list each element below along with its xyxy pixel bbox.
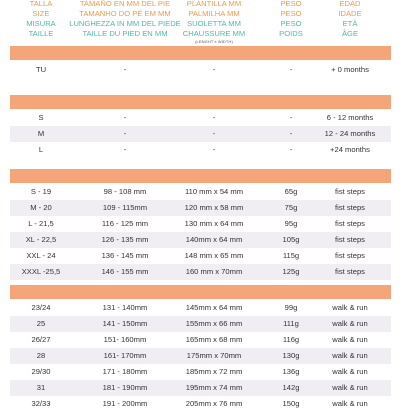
cell-insole-size: 120 mm x 58 mm	[184, 203, 244, 212]
cell-age: walk & run	[332, 319, 368, 328]
cell-age: walk & run	[332, 383, 368, 392]
cell-weight: 75g	[284, 203, 298, 212]
cell-size: M - 20	[30, 203, 52, 212]
header-label: TAILLE	[28, 29, 54, 38]
cell-insole-size: -	[212, 145, 216, 154]
cell-size: 28	[36, 351, 46, 360]
cell-age: fist steps	[335, 187, 365, 196]
cell-size: XXL - 24	[26, 251, 56, 260]
cell-foot-length: 109 - 115mm	[102, 203, 148, 212]
header-label: ETÀ	[342, 19, 358, 28]
cell-foot-length: -	[123, 65, 127, 74]
cell-weight: -	[289, 145, 293, 154]
cell-foot-length: 141 - 150mm	[102, 319, 148, 328]
header-label: IDADE	[338, 9, 362, 18]
cell-size: XXXL -25,5	[21, 267, 61, 276]
cell-foot-length: 136 - 145 mm	[101, 251, 149, 260]
cell-foot-length: 171 - 180mm	[102, 367, 148, 376]
table-row	[10, 184, 391, 200]
cell-insole-size: 175mm x 70mm	[186, 351, 242, 360]
cell-foot-length: 146 - 155 mm	[101, 267, 149, 276]
header-label: SIZE	[32, 9, 50, 18]
cell-insole-size: 140mm x 64 mm	[185, 235, 243, 244]
cell-foot-length: 131 - 140mm	[102, 303, 148, 312]
cell-size: 32/33	[31, 399, 51, 408]
cell-weight: 99g	[284, 303, 298, 312]
cell-weight: 95g	[284, 219, 298, 228]
header-label: LUNGHEZZA IN MM DEL PIEDE	[69, 19, 181, 28]
cell-foot-length: 126 - 135 mm	[101, 235, 149, 244]
cell-size: L - 21,5	[28, 219, 54, 228]
cell-insole-size: 110 mm x 54 mm	[184, 187, 244, 196]
header-label: PESO	[280, 9, 302, 18]
section-band	[10, 46, 391, 60]
header-label: TALLA	[29, 0, 53, 8]
cell-size: S - 19	[30, 187, 52, 196]
header-label: EDAD	[339, 0, 361, 8]
table-row	[10, 364, 391, 380]
table-row	[10, 380, 391, 396]
table-row	[10, 126, 391, 142]
cell-foot-length: 151- 160mm	[103, 335, 147, 344]
cell-insole-size: 160 mm x 70mm	[185, 267, 243, 276]
cell-age: fist steps	[335, 251, 365, 260]
cell-size: S	[38, 113, 44, 122]
header-label: PLANTILLA MM	[186, 0, 242, 8]
cell-insole-size: 185mm x 72 mm	[185, 367, 243, 376]
table-row	[10, 264, 391, 280]
cell-foot-length: -	[123, 129, 127, 138]
cell-weight: -	[289, 65, 293, 74]
table-header	[0, 0, 400, 44]
header-label: ÂGE	[341, 29, 359, 38]
cell-age: walk & run	[332, 351, 368, 360]
section-band	[10, 169, 391, 183]
cell-insole-size: 148 mm x 65 mm	[184, 251, 244, 260]
table-row	[10, 332, 391, 348]
table-row	[10, 232, 391, 248]
cell-foot-length: -	[123, 145, 127, 154]
cell-weight: 150g	[282, 399, 300, 408]
cell-insole-size: -	[212, 65, 216, 74]
cell-size: L	[38, 145, 44, 154]
cell-weight: 115g	[282, 251, 300, 260]
header-label: CHAUSSURE MM	[182, 29, 246, 38]
cell-age: walk & run	[332, 399, 368, 408]
cell-size: 29/30	[31, 367, 51, 376]
table-row	[10, 396, 391, 412]
cell-age: 6 - 12 months	[326, 113, 374, 122]
header-label: POIDS	[279, 29, 303, 38]
cell-weight: 136g	[282, 367, 300, 376]
cell-foot-length: 181 - 190mm	[102, 383, 148, 392]
header-label: MISURA	[26, 19, 56, 28]
table-row	[10, 142, 391, 158]
header-col-age	[295, 0, 405, 39]
cell-weight: 105g	[282, 235, 300, 244]
table-row	[10, 300, 391, 316]
cell-insole-size: 130 mm x 64 mm	[184, 219, 244, 228]
cell-insole-size: 145mm x 64 mm	[185, 303, 243, 312]
table-row	[10, 316, 391, 332]
header-label: PESO	[280, 19, 302, 28]
table-row	[10, 110, 391, 126]
cell-weight: 142g	[282, 383, 300, 392]
cell-age: fist steps	[335, 203, 365, 212]
cell-size: XL - 22,5	[25, 235, 57, 244]
cell-insole-size: 195mm x 74 mm	[185, 383, 243, 392]
section-band	[10, 95, 391, 109]
cell-insole-size: 155mm x 66 mm	[185, 319, 243, 328]
cell-weight: -	[289, 129, 293, 138]
cell-insole-size: 165mm x 68 mm	[185, 335, 243, 344]
cell-weight: 130g	[282, 351, 300, 360]
cell-size: 23/24	[31, 303, 51, 312]
cell-size: TU	[35, 65, 47, 74]
cell-foot-length: -	[123, 113, 127, 122]
cell-size: 31	[36, 383, 46, 392]
header-label: TAMAÑO EN MM DEL PIE	[79, 0, 171, 8]
cell-age: walk & run	[332, 335, 368, 344]
cell-age: fist steps	[335, 267, 365, 276]
cell-foot-length: 191 - 200mm	[102, 399, 148, 408]
table-row	[10, 200, 391, 216]
cell-insole-size: -	[212, 129, 216, 138]
cell-size: 26/27	[31, 335, 51, 344]
cell-age: + 0 months	[331, 65, 369, 74]
cell-age: 12 - 24 months	[324, 129, 376, 138]
cell-age: +24 months	[330, 145, 370, 154]
cell-age: fist steps	[335, 219, 365, 228]
cell-age: walk & run	[332, 303, 368, 312]
cell-size: 25	[36, 319, 46, 328]
cell-foot-length: 161- 170mm	[103, 351, 147, 360]
table-row	[10, 248, 391, 264]
cell-size: M	[37, 129, 45, 138]
cell-age: fist steps	[335, 235, 365, 244]
cell-weight: 125g	[282, 267, 300, 276]
cell-insole-size: 205mm x 76 mm	[185, 399, 243, 408]
header-note: (LENGHT x WIDTH)	[195, 39, 233, 44]
cell-weight: 65g	[284, 187, 298, 196]
header-label: TAMANHO DO PÉ EM MM	[79, 9, 171, 18]
cell-weight: 116g	[282, 335, 300, 344]
cell-weight: -	[289, 113, 293, 122]
cell-age: walk & run	[332, 367, 368, 376]
section-band	[10, 285, 391, 299]
cell-foot-length: 116 - 125 mm	[101, 219, 149, 228]
header-label: PESO	[280, 0, 302, 8]
cell-foot-length: 98 - 108 mm	[103, 187, 147, 196]
header-label: TAILLE DU PIED EN MM	[82, 29, 168, 38]
header-label: PALMILHA MM	[188, 9, 240, 18]
cell-insole-size: -	[212, 113, 216, 122]
table-row	[10, 62, 391, 78]
header-label: SUOLETTA MM	[187, 19, 241, 28]
table-row	[10, 216, 391, 232]
table-row	[10, 348, 391, 364]
cell-weight: 111g	[283, 319, 299, 328]
